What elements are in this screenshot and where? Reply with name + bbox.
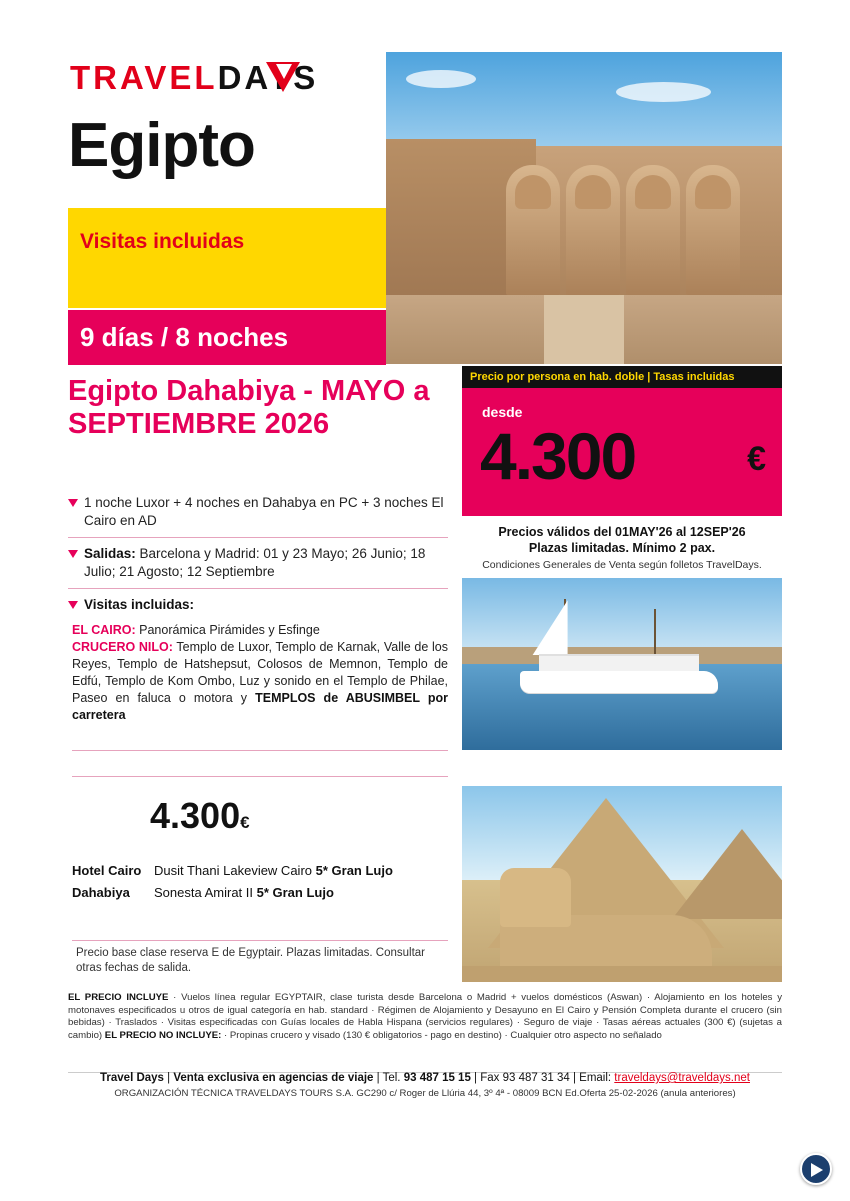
base-fare-note: Precio base clase reserva E de Egyptair. Plazas limitadas. Consultar otras fechas de salida. (76, 947, 425, 974)
triangle-bullet-icon (68, 601, 78, 609)
page-title: Egipto (68, 111, 255, 180)
sphinx-ground (462, 966, 782, 982)
bullet-itinerary-text: 1 noche Luxor + 4 noches en Dahabya en PC + 3 noches El Cairo en AD (84, 495, 444, 528)
price-box (462, 388, 782, 516)
price-conditions: Condiciones Generales de Venta según folletos TravelDays. (482, 559, 762, 571)
boat-mast-secondary (654, 609, 656, 657)
bullet-departures (68, 545, 448, 581)
play-triangle-icon (811, 1163, 823, 1177)
hotel-name-text: Dusit Thani Lakeview Cairo (154, 863, 316, 878)
triangle-bullet-icon (68, 550, 78, 558)
visits-cruise-text: Templo de Luxor, Templo de Karnak, Valle de los Reyes, Templo de Hatshepsut, Colosos de Memnon, Templo de Edfú, Templo de Kom Ombo, Luz y sonido en el Templo de Philae, Paseo en faluca o motora y (72, 640, 448, 705)
footer-company: Travel Days (100, 1072, 164, 1084)
secondary-price-currency: € (240, 813, 250, 832)
hotel-row-name (154, 882, 448, 904)
divider (72, 750, 448, 751)
boat-sky (462, 578, 782, 657)
statue-figure (566, 165, 620, 295)
boat-image-nile (462, 578, 782, 750)
fineprint-includes-label: EL PRECIO INCLUYE (68, 992, 169, 1003)
brand-name-part2: DAYS (217, 59, 319, 96)
divider (68, 588, 448, 589)
price-header-label: Precio por persona en hab. doble | Tasas incluidas (470, 371, 735, 383)
sphinx-head (500, 868, 570, 927)
footer-fax-label: | Fax (470, 1072, 503, 1084)
price-validity-line1: Precios válidos del 01MAY'26 al 12SEP'26 (498, 525, 746, 539)
triangle-play-inner-icon (276, 64, 292, 79)
cloud-shape (616, 82, 711, 102)
divider (72, 776, 448, 777)
footer-sep: | (163, 1072, 174, 1084)
duration-banner-label: 9 días / 8 noches (80, 322, 289, 352)
fineprint-excludes-text: · Propinas crucero y visado (130 € obligatorios - pago en destino) · Cualquier otro aspecto no señalado (221, 1029, 662, 1041)
fineprint-includes-text: · Vuelos línea regular EGYPTAIR, clase turista desde Barcelona o Madrid + vuelos domésticos (Aswan) · Alojamiento en los hoteles y motonaves especificados u otros de igual categoría en hab. standard · Régimen de Alojamiento y Desayuno en El Cairo y Pensión Completa durante el crucero (sin bebidas) · Traslados · Visitas especificadas con Guías locales de Habla Hispana (servicios regulares) · Seguro de viaje · Tasas aéreas actuales (300 €) (sujetas a cambio) (68, 992, 782, 1041)
visits-cruise-label: CRUCERO NILO: (72, 640, 173, 654)
footer-email-link[interactable]: traveldays@traveldays.net (614, 1072, 750, 1084)
footer-contact (68, 1072, 782, 1084)
divider (72, 940, 448, 941)
pyramid-shape-small (672, 829, 782, 919)
visits-cruise-highlight: TEMPLOS de ABUSIMBEL por carretera (72, 691, 448, 722)
boat-deck (539, 654, 699, 673)
secondary-price (150, 795, 250, 837)
brand-logo (70, 58, 380, 98)
hotel-category: 5* Gran Lujo (256, 885, 334, 900)
footer-email-label: | Email: (569, 1072, 615, 1084)
hotel-row-label: Dahabiya (72, 885, 130, 900)
bullet-departures-label: Salidas: (84, 546, 136, 561)
table-row (72, 860, 448, 882)
price-from-label: desde (482, 404, 523, 420)
visits-cairo-label: EL CAIRO: (72, 623, 136, 637)
statue-figure (686, 165, 740, 295)
divider (68, 537, 448, 538)
visits-detail (72, 622, 448, 724)
hotel-row-name (154, 860, 448, 882)
bullet-visits-label: Visitas incluidas: (84, 597, 195, 612)
hotel-table (72, 860, 448, 904)
offer-bullets (68, 494, 448, 618)
footer-phone-label: | Tel. (373, 1072, 404, 1084)
price-validity (462, 524, 782, 556)
hotel-row-label: Hotel Cairo (72, 863, 142, 878)
hotel-category: 5* Gran Lujo (315, 863, 393, 878)
fineprint-excludes-label: EL PRECIO NO INCLUYE: (104, 1029, 222, 1041)
yellow-banner (68, 208, 386, 308)
hotel-name-text: Sonesta Amirat II (154, 885, 257, 900)
price-validity-line2: Plazas limitadas. Mínimo 2 pax. (528, 541, 716, 555)
visits-cairo-text: Panorámica Pirámides y Esfinge (135, 623, 320, 637)
brand-name-part1: TRAVEL (70, 59, 218, 96)
price-amount: 4.300 (480, 419, 636, 493)
price-currency: € (747, 440, 766, 478)
footer-legal: ORGANIZACIÓN TÉCNICA TRAVELDAYS TOURS S.A. GC290 c/ Roger de Llúria 44, 3º 4ª - 08009 BCN Ed.Oferta 25-02-2026 (anula anteriores) (114, 1088, 736, 1099)
table-row (72, 882, 448, 904)
offer-title: Egipto Dahabiya - MAYO a SEPTIEMBRE 2026 (68, 375, 430, 440)
sphinx-image (462, 786, 782, 982)
brand-logo-text (70, 58, 380, 98)
bullet-departures-text: Barcelona y Madrid: 01 y 23 Mayo; 26 Junio; 18 Julio; 21 Agosto; 12 Septiembre (84, 546, 426, 579)
hero-path (544, 295, 623, 364)
bullet-visits (68, 596, 448, 614)
floating-play-button[interactable] (800, 1153, 832, 1185)
bullet-itinerary (68, 494, 448, 530)
footer-phone: 93 487 15 15 (403, 1072, 471, 1084)
statue-figure (626, 165, 680, 295)
fineprint-conditions (68, 992, 782, 1042)
hero-image-abu-simbel (386, 52, 782, 364)
cloud-shape (406, 70, 476, 88)
footer-exclusive: Venta exclusiva en agencias de viaje (173, 1072, 374, 1084)
triangle-bullet-icon (68, 499, 78, 507)
price-header-bar (462, 366, 782, 388)
footer-fax: 93 487 31 34 (502, 1072, 570, 1084)
boat-hull (520, 671, 718, 693)
duration-banner (68, 310, 386, 365)
yellow-banner-label: Visitas incluidas (80, 230, 245, 253)
statue-figure (506, 165, 560, 295)
secondary-price-amount: 4.300 (150, 795, 241, 836)
